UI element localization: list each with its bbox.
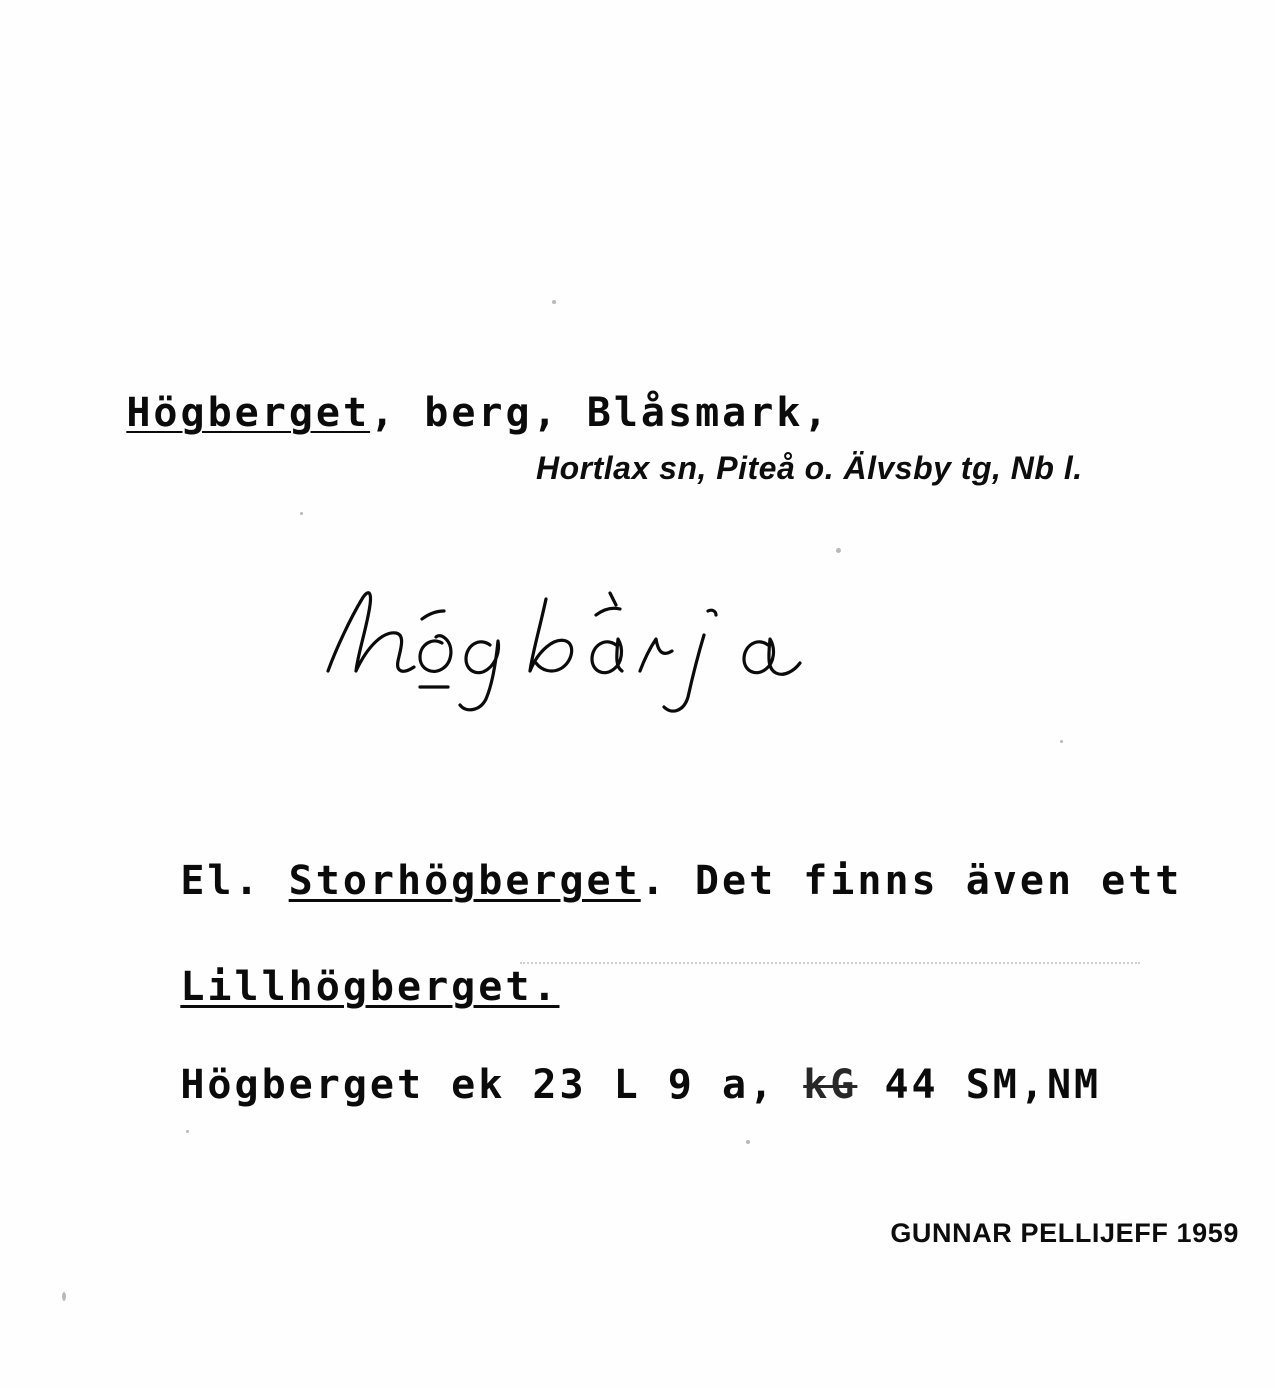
- headword-rest: , berg, Blåsmark,: [370, 390, 831, 436]
- scan-speck: [746, 1140, 750, 1144]
- headword-term: Högberget: [126, 390, 371, 436]
- scan-speck: [186, 1130, 189, 1133]
- scan-speck: [62, 1292, 66, 1301]
- collector-signature: GUNNAR PELLIJEFF 1959: [890, 1218, 1239, 1248]
- struck-out-text: kG: [803, 1062, 858, 1108]
- map-reference-suffix: 44 SM,NM: [857, 1062, 1102, 1108]
- map-reference-text: Högberget ek 23 L 9 a,: [180, 1062, 804, 1108]
- scan-speck: [836, 548, 841, 553]
- scan-speck: [552, 300, 556, 304]
- handwritten-dialect-form: [310, 575, 950, 715]
- scan-speck: [300, 512, 303, 515]
- faint-rule: [520, 962, 1140, 964]
- body-line-3: [72, 1016, 1101, 1154]
- body-line-1-rest: . Det finns även ett: [640, 858, 1183, 904]
- variant-name-lillhogberget: Lillhögberget.: [180, 964, 560, 1010]
- parish-district-line: Hortlax sn, Piteå o. Älvsby tg, Nb l.: [536, 450, 1083, 486]
- variant-name-storhogberget: Storhögberget: [288, 858, 641, 904]
- scan-speck: [1060, 740, 1063, 743]
- body-line-1-prefix: El.: [180, 858, 289, 904]
